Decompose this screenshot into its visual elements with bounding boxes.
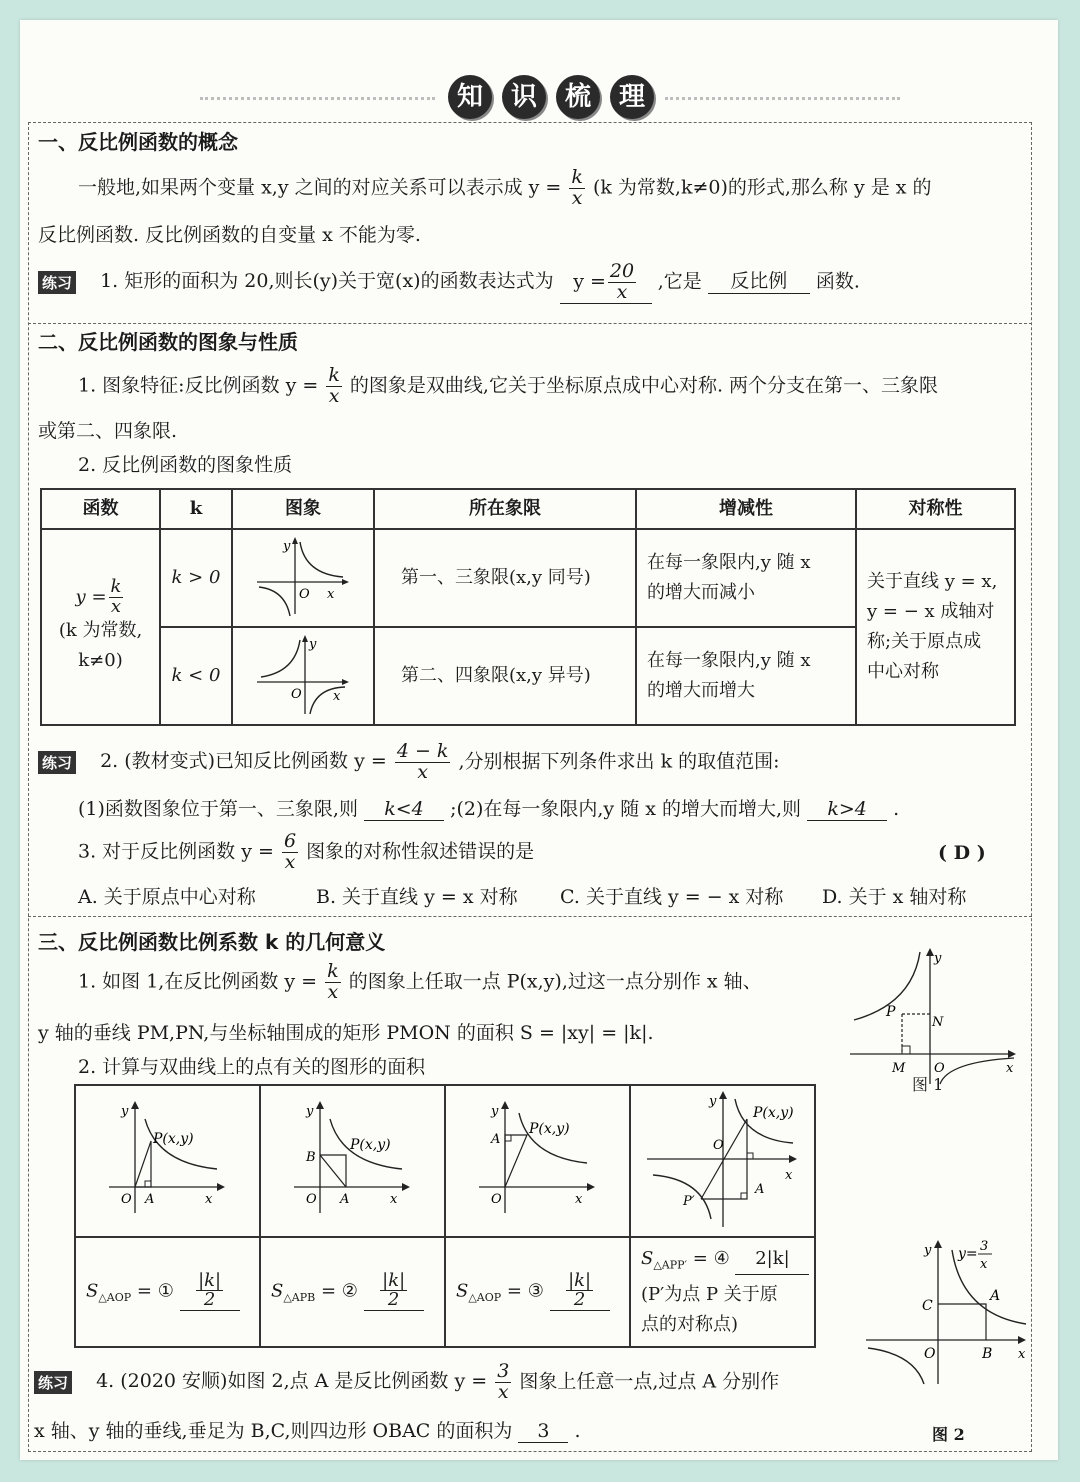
area-table [74, 1084, 816, 1348]
area-cell-3 [445, 1237, 630, 1347]
fig2-label-o: O [924, 1346, 936, 1362]
area-sub: △APB [283, 1290, 316, 1304]
area-eq: = ① [136, 1279, 174, 1301]
area-cell-4 [630, 1237, 815, 1347]
area-cell-2 [260, 1237, 445, 1347]
ex4-a: 4. (2020 安顺)如图 2,点 A 是反比例函数 y = [96, 1370, 488, 1393]
td-graph-positive [232, 529, 374, 627]
area-eq: = ② [320, 1279, 358, 1301]
exercise-1 [38, 262, 860, 304]
sym-3: 称;关于原点成 [867, 631, 982, 652]
area-eq: = ③ [506, 1279, 544, 1301]
fig1-label-y: y [934, 951, 942, 966]
td-graph-negative [232, 627, 374, 725]
frac-den: x [497, 1380, 509, 1403]
frac-den: x [417, 760, 428, 783]
label-b: B [305, 1150, 316, 1165]
sym-4: 中心对称 [867, 661, 939, 682]
exercise-4-line2 [34, 1416, 581, 1443]
section-title-bar [200, 75, 900, 125]
ex3-option-a: A. 关于原点中心对称 [78, 886, 256, 908]
td-k-negative: k < 0 [160, 627, 232, 725]
fig2-label-b: B [982, 1346, 993, 1362]
frac-num: 6 [283, 830, 297, 852]
ex1-answer [560, 262, 652, 304]
ex1-answer-den: x [616, 280, 628, 303]
ex1-text: 1. 矩形的面积为 20,则长(y)关于宽(x)的函数表达式为 [100, 270, 554, 293]
td-mono-negative [636, 627, 856, 725]
fig1-label-o: O [934, 1061, 945, 1076]
divider-1 [28, 323, 1032, 324]
ex2-c2: ;(2)在每一象限内,y 随 x 的增大而增大,则 [450, 798, 802, 820]
area-sub: △AOP [98, 1290, 132, 1304]
label-p: P(x,y) [528, 1121, 570, 1137]
sym-1: 关于直线 y = x, [867, 571, 998, 592]
label-a: A [490, 1132, 500, 1147]
frac-num: k [328, 364, 340, 386]
area-graph-4-svg [643, 1089, 803, 1229]
label-a: A [144, 1192, 154, 1207]
mono-negative-2: 的增大而增大 [647, 680, 755, 701]
sym-2: y = − x 成轴对 [867, 601, 995, 622]
area-lhs: S [641, 1247, 654, 1269]
section3-p2: 2. 计算与双曲线上的点有关的图形的面积 [78, 1056, 426, 1078]
frac-den: x [110, 595, 122, 617]
label-y: y [305, 1104, 313, 1119]
label-p: P(x,y) [152, 1131, 194, 1147]
graph-label-x: x [333, 689, 341, 704]
frac-den: 2 [203, 1289, 216, 1311]
ex1-answer-lhs: y = [573, 270, 606, 293]
area-graph-1-svg [103, 1099, 233, 1219]
right-dot-rule [665, 97, 900, 100]
area-graph-2-svg [288, 1099, 418, 1219]
ex2-c1: (1)函数图象位于第一、三象限,则 [78, 798, 358, 820]
frac-den: 2 [573, 1289, 586, 1311]
ex3-b: 图象的对称性叙述错误的是 [306, 840, 535, 863]
section1-para [78, 168, 932, 209]
ex1-answer-2: 反比例 [708, 266, 810, 294]
hyperbola-negative-graph [253, 632, 353, 716]
th-k: k [160, 489, 232, 529]
ex3-a: 3. 对于反比例函数 y = [78, 840, 274, 863]
section3-p1-line2: y 轴的垂线 PM,PN,与坐标轴围成的矩形 PMON 的面积 S = |xy| = |k|. [38, 1022, 654, 1044]
figure-2 [862, 1236, 1032, 1386]
mono-positive-1: 在每一象限内,y 随 x [647, 552, 811, 573]
fig1-label-x: x [1006, 1061, 1014, 1076]
section3-p1-a: 1. 如图 1,在反比例函数 y = [78, 970, 318, 993]
area-lhs: S [86, 1279, 99, 1301]
area-lhs: S [271, 1279, 284, 1301]
section2-p2: 2. 反比例函数的图象性质 [78, 454, 293, 476]
label-a: A [339, 1192, 349, 1207]
label-o: O [712, 1138, 724, 1153]
ex3-option-c: C. 关于直线 y = − x 对称 [560, 886, 784, 908]
ex2-answer-2: k>4 [807, 798, 887, 821]
td-quadrant-negative: 第二、四象限(x,y 异号) [374, 627, 636, 725]
ex3-option-d: D. 关于 x 轴对称 [822, 886, 967, 908]
label-y: y [708, 1094, 716, 1109]
ex4-line2: x 轴、y 轴的垂线,垂足为 B,C,则四边形 OBAC 的面积为 [34, 1420, 513, 1442]
exercise-2-parts [78, 794, 899, 821]
fig2-eq-lhs: y= [958, 1246, 978, 1262]
figure-1-caption: 图 1 [912, 1075, 944, 1094]
section1-para-line2: 反比例函数. 反比例函数的自变量 x 不能为零. [38, 224, 421, 246]
fig2-label-a: A [990, 1288, 1001, 1304]
label-o: O [490, 1192, 502, 1207]
fig2-eq-num: 3 [980, 1239, 989, 1254]
label-x: x [204, 1192, 212, 1207]
ex2-answer-1: k<4 [364, 798, 444, 821]
exercise-4 [34, 1362, 779, 1403]
section3-p1-b: 的图象上任取一点 P(x,y),过这一点分别作 x 轴、 [348, 970, 762, 993]
fig2-eq-den: x [980, 1257, 988, 1272]
section1-frac [569, 168, 585, 209]
func-lhs: y = [75, 586, 107, 607]
area-graph-3-svg [473, 1099, 603, 1219]
area-graph-4 [630, 1085, 815, 1237]
ex1-mid: ,它是 [657, 270, 702, 293]
area-cell-1 [75, 1237, 260, 1347]
frac-num: |k| [382, 1269, 406, 1291]
divider-2 [28, 916, 1032, 917]
section3-p1 [78, 962, 762, 1003]
practice-tag: 练习 [34, 1371, 72, 1394]
td-mono-positive [636, 529, 856, 627]
area-graph-2 [260, 1085, 445, 1237]
td-symmetry [856, 529, 1015, 725]
section2-p1-b: 的图象是双曲线,它关于坐标原点成中心对称. 两个分支在第一、三象限 [349, 374, 939, 397]
area-graph-3 [445, 1085, 630, 1237]
label-x: x [574, 1192, 582, 1207]
frac-num: 3 [497, 1360, 510, 1382]
fig2-label-y: y [924, 1243, 932, 1258]
ex3-option-b: B. 关于直线 y = x 对称 [316, 886, 518, 908]
fig2-label-x: x [1018, 1347, 1026, 1362]
label-p: P(x,y) [752, 1105, 794, 1121]
area-eq: = ④ [692, 1247, 730, 1269]
ex3-answer: ( D ) [938, 842, 986, 864]
label-x: x [389, 1192, 397, 1207]
frac-num: k [327, 960, 339, 982]
graph-label-x: x [327, 587, 335, 602]
title-char-2: 识 [502, 75, 546, 119]
mono-positive-2: 的增大而减小 [647, 582, 755, 603]
label-o: O [120, 1192, 132, 1207]
mono-negative-1: 在每一象限内,y 随 x [647, 650, 811, 671]
frac-num: |k| [568, 1269, 592, 1291]
graph-label-y: y [283, 539, 291, 554]
section2-heading: 二、反比例函数的图象与性质 [38, 330, 298, 354]
td-quadrant-positive: 第一、三象限(x,y 同号) [374, 529, 636, 627]
label-p: P(x,y) [349, 1137, 391, 1153]
ex2-a: 2. (教材变式)已知反比例函数 y = [100, 750, 387, 773]
section3-heading: 三、反比例函数比例系数 k 的几何意义 [38, 930, 386, 954]
th-function: 函数 [41, 489, 160, 529]
ex1-end: 函数. [815, 270, 860, 293]
graph-label-y: y [309, 637, 317, 652]
label-x: x [784, 1168, 792, 1183]
figure-2-caption: 图 2 [932, 1425, 965, 1444]
label-y: y [490, 1104, 498, 1119]
fig1-label-n: N [932, 1015, 944, 1030]
title-char-1: 知 [448, 75, 492, 119]
graph-label-o: O [291, 687, 302, 702]
area-lhs: S [456, 1279, 469, 1301]
frac-num: k [571, 166, 583, 188]
graph-label-o: O [299, 587, 310, 602]
th-monotonicity: 增减性 [636, 489, 856, 529]
func-note-1: (k 为常数, [58, 620, 143, 642]
practice-tag: 练习 [38, 751, 76, 774]
area-sub: △APP′ [653, 1258, 688, 1272]
label-o: O [305, 1192, 317, 1207]
frac-den: x [328, 384, 340, 407]
td-function [41, 529, 160, 725]
page-sheet [20, 20, 1058, 1460]
title-char-4: 理 [610, 75, 654, 119]
ex4-b: 图象上任意一点,过点 A 分别作 [519, 1370, 780, 1393]
practice-tag: 练习 [38, 271, 76, 294]
th-symmetry: 对称性 [856, 489, 1015, 529]
frac-den: x [284, 850, 296, 873]
title-char-3: 梳 [556, 75, 600, 119]
label-a: A [754, 1182, 764, 1197]
section1-para-a: 一般地,如果两个变量 x,y 之间的对应关系可以表示成 y = [78, 176, 562, 199]
ex2-end: . [893, 798, 900, 820]
frac-den: x [571, 186, 583, 209]
frac-den: 2 [387, 1289, 400, 1311]
label-p-prime: P′ [682, 1194, 695, 1209]
property-table [40, 488, 1016, 726]
func-note-2: k≠0) [78, 650, 123, 672]
th-quadrant: 所在象限 [374, 489, 636, 529]
area-answer: 2|k| [735, 1244, 809, 1275]
section2-p1-a: 1. 图象特征:反比例函数 y = [78, 374, 319, 397]
section2-p1 [78, 366, 938, 407]
fig2-label-c: C [922, 1298, 933, 1314]
area-sub: △AOP [468, 1290, 502, 1304]
section1-heading: 一、反比例函数的概念 [38, 130, 238, 154]
exercise-3 [78, 832, 534, 873]
fig1-label-p: P [886, 1004, 896, 1020]
td-k-positive: k > 0 [160, 529, 232, 627]
section2-p1-line2: 或第二、四象限. [38, 420, 178, 442]
ex4-end: . [574, 1420, 581, 1442]
fig1-label-m: M [892, 1061, 906, 1076]
frac-num: 4 − k [396, 740, 449, 762]
area-graph-1 [75, 1085, 260, 1237]
exercise-2 [38, 742, 780, 783]
section1-para-b: (k 为常数,k≠0)的形式,那么称 y 是 x 的 [592, 176, 932, 199]
ex4-answer: 3 [518, 1420, 568, 1443]
ex1-answer-num: 20 [609, 260, 635, 282]
frac-num: k [110, 575, 122, 597]
frac-den: x [327, 980, 339, 1003]
area-note-1: (P′为点 P 关于原 [641, 1284, 778, 1306]
frac-num: |k| [198, 1269, 222, 1291]
area-note-2: 点的对称点) [641, 1314, 739, 1336]
label-y: y [120, 1104, 128, 1119]
left-dot-rule [200, 97, 435, 100]
hyperbola-positive-graph [253, 534, 353, 618]
th-graph: 图象 [232, 489, 374, 529]
ex2-b: ,分别根据下列条件求出 k 的取值范围: [458, 750, 780, 773]
